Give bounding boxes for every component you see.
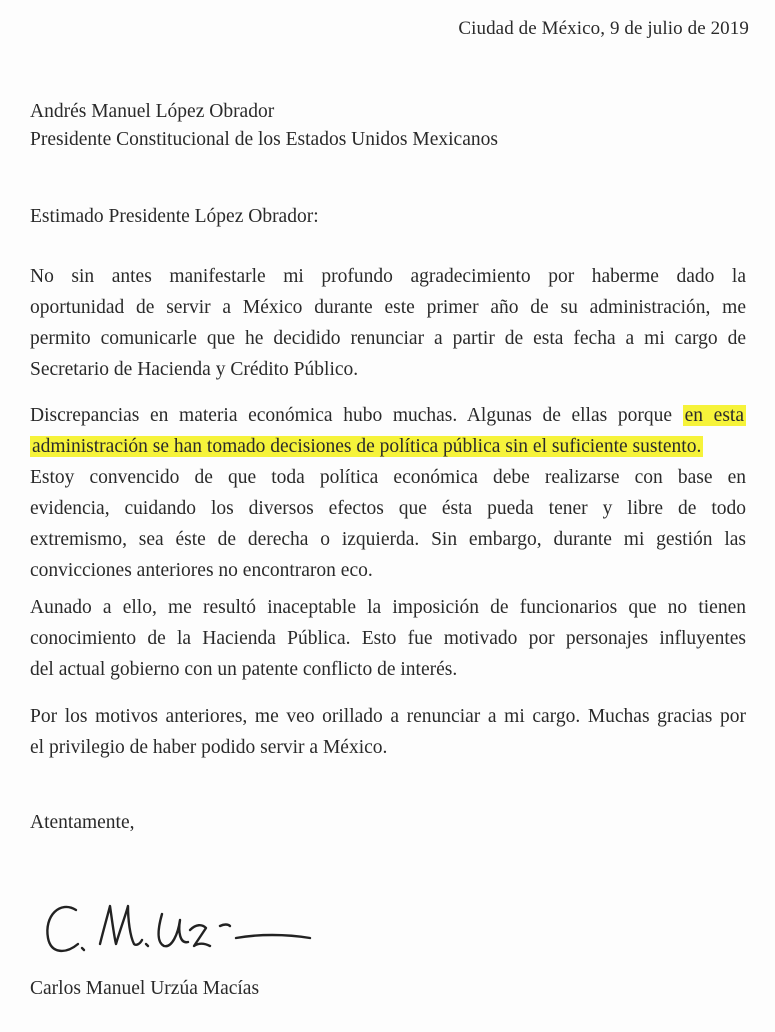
paragraph-4-line: Por los motivos anteriores, me veo orillado a renunciar a mi cargo. Muchas gracias por — [30, 706, 746, 727]
paragraph-1-line: permito comunicarle que he decidido renunciar a partir de esta fecha a mi cargo de — [30, 328, 746, 349]
signer-name: Carlos Manuel Urzúa Macías — [30, 978, 260, 999]
paragraph-2-line: convicciones anteriores no encontraron eco. — [30, 560, 373, 581]
addressee-block — [30, 98, 498, 154]
paragraph-2-plain-text: Discrepancias en materia económica hubo muchas. Algunas de ellas porque — [30, 405, 672, 426]
paragraph-2-line: extremismo, sea éste de derecha o izquierda. Sin embargo, durante mi gestión las — [30, 529, 746, 550]
paragraph-2-line: Estoy convencido de que toda política económica debe realizarse con base en — [30, 467, 746, 488]
salutation: Estimado Presidente López Obrador: — [30, 206, 319, 227]
paragraph-3-line: conocimiento de la Hacienda Pública. Esto fue motivado por personajes influyentes — [30, 628, 746, 649]
closing: Atentamente, — [30, 812, 135, 833]
paragraph-4-line: el privilegio de haber podido servir a México. — [30, 737, 388, 758]
paragraph-1 — [30, 261, 746, 385]
paragraph-1-line: No sin antes manifestarle mi profundo agradecimiento por haberme dado la — [30, 266, 746, 287]
paragraph-2-line — [30, 431, 746, 462]
paragraph-1-line: Secretario de Hacienda y Crédito Público. — [30, 359, 359, 380]
handwritten-signature — [38, 880, 338, 980]
paragraph-2 — [30, 400, 746, 586]
letter-date: Ciudad de México, 9 de julio de 2019 — [458, 18, 749, 39]
paragraph-1-line: oportunidad de servir a México durante este primer año de su administración, me — [30, 297, 746, 318]
paragraph-3-line: del actual gobierno con un patente conflicto de interés. — [30, 659, 458, 680]
paragraph-4 — [30, 701, 746, 763]
highlighted-text: administración se han tomado decisiones de política pública sin el suficiente sustento. — [32, 436, 702, 457]
addressee-name: Andrés Manuel López Obrador — [30, 101, 275, 122]
addressee-title: Presidente Constitucional de los Estados Unidos Mexicanos — [30, 129, 498, 150]
paragraph-2-line — [30, 400, 746, 431]
paragraph-2-line: evidencia, cuidando los diversos efectos que ésta pueda tener y libre de todo — [30, 498, 746, 519]
paragraph-3-line: Aunado a ello, me resultó inaceptable la imposición de funcionarios que no tienen — [30, 597, 746, 618]
highlighted-text: en esta — [684, 405, 744, 426]
paragraph-3 — [30, 592, 746, 685]
